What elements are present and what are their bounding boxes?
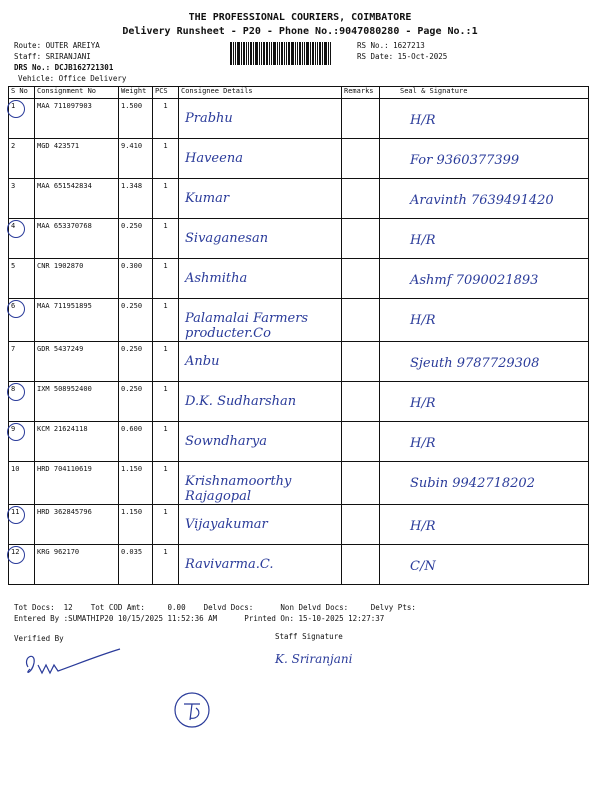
barcode-bar <box>259 42 260 65</box>
cell-consignment-no: GDR 5437249 <box>35 342 119 382</box>
seal-signature: Aravinth 7639491420 <box>410 193 554 208</box>
cell-remarks <box>342 545 380 585</box>
cell-weight: 0.250 <box>119 219 153 259</box>
cell-pcs: 1 <box>153 299 179 342</box>
table-row <box>9 342 589 382</box>
barcode-bar <box>291 42 294 65</box>
barcode-bar <box>328 42 329 65</box>
barcode-bar <box>284 42 285 65</box>
cell-consignee <box>179 545 342 585</box>
vehicle-label: Vehicle: Office Delivery <box>18 74 127 83</box>
cell-consignment-no: CNR 1902870 <box>35 259 119 299</box>
cell-pcs: 1 <box>153 505 179 545</box>
cell-consignee <box>179 462 342 505</box>
consignee-name: Prabhu <box>185 111 233 126</box>
barcode-bar <box>237 42 240 65</box>
col-consignment: Consignment No <box>35 87 119 99</box>
cell-weight: 1.348 <box>119 179 153 219</box>
cell-seal <box>380 179 589 219</box>
cell-seal <box>380 505 589 545</box>
verification-stamp <box>172 690 212 730</box>
cell-seal <box>380 462 589 505</box>
barcode-bar <box>330 42 331 65</box>
cell-consignment-no: MGD 423571 <box>35 139 119 179</box>
seal-signature: H/R <box>410 113 436 128</box>
consignee-name: Krishnamoorthy Rajagopal <box>185 474 292 504</box>
totals-line: Tot Docs: 12 Tot COD Amt: 0.00 Delvd Docs: Non Delvd Docs: Delvy Pts: <box>14 603 416 612</box>
seal-signature: H/R <box>410 436 436 451</box>
cell-seal <box>380 259 589 299</box>
table-row <box>9 505 589 545</box>
rs-date: RS Date: 15-Oct-2025 <box>357 52 448 61</box>
barcode-bar <box>288 42 290 65</box>
table-row <box>9 259 589 299</box>
cell-weight: 1.500 <box>119 99 153 139</box>
cell-remarks <box>342 462 380 505</box>
barcode-bar <box>235 42 236 65</box>
cell-consignment-no: KRG 962170 <box>35 545 119 585</box>
cell-remarks <box>342 99 380 139</box>
rs-number: RS No.: 1627213 <box>357 41 425 50</box>
seal-signature: H/R <box>410 519 436 534</box>
cell-seal <box>380 382 589 422</box>
cell-sno: 12 <box>9 545 35 585</box>
sno-circle-mark <box>7 546 25 564</box>
cell-pcs: 1 <box>153 342 179 382</box>
consignee-name: Ravivarma.C. <box>185 557 274 572</box>
seal-signature: Ashmf 7090021893 <box>410 273 539 288</box>
runsheet-table <box>8 86 589 585</box>
cell-consignee <box>179 342 342 382</box>
table-row <box>9 545 589 585</box>
barcode-bar <box>263 42 265 65</box>
cell-remarks <box>342 259 380 299</box>
barcode-bar <box>304 42 305 65</box>
seal-signature: H/R <box>410 396 436 411</box>
consignee-name: Sivaganesan <box>185 231 269 246</box>
cell-remarks <box>342 299 380 342</box>
col-pcs: PCS <box>153 87 179 99</box>
staff-signature-handwriting: K. Sriranjani <box>275 652 353 666</box>
cell-seal <box>380 299 589 342</box>
table-row <box>9 139 589 179</box>
sno-circle-mark <box>7 506 25 524</box>
barcode-bar <box>312 42 314 65</box>
staff-signature-label: Staff Signature <box>275 632 343 641</box>
barcode-bar <box>271 42 272 65</box>
barcode-bar <box>246 42 247 65</box>
cell-consignee <box>179 505 342 545</box>
sno-circle-mark <box>7 300 25 318</box>
barcode-bar <box>277 42 278 65</box>
col-sno: S No <box>9 87 35 99</box>
table-row <box>9 299 589 342</box>
barcode-bar <box>286 42 287 65</box>
cell-weight: 1.150 <box>119 505 153 545</box>
barcode-bar <box>324 42 327 65</box>
barcode-bar <box>261 42 262 65</box>
barcode-bar <box>243 42 245 65</box>
barcode-bar <box>269 42 270 65</box>
cell-remarks <box>342 505 380 545</box>
drs-number: DRS No.: DCJB162721301 <box>14 63 114 72</box>
barcode-bar <box>273 42 276 65</box>
cell-consignment-no: HRD 362845796 <box>35 505 119 545</box>
cell-seal <box>380 219 589 259</box>
barcode-bar <box>315 42 316 65</box>
barcode-bar <box>250 42 252 65</box>
barcode-bar <box>299 42 301 65</box>
consignee-name: D.K. Sudharshan <box>185 394 297 409</box>
sno-circle-mark <box>7 220 25 238</box>
barcode-bar <box>322 42 323 65</box>
seal-signature: H/R <box>410 233 436 248</box>
barcode-bar <box>317 42 318 65</box>
cell-pcs: 1 <box>153 99 179 139</box>
barcode-bar <box>297 42 298 65</box>
consignee-name: Haveena <box>185 151 243 166</box>
table-row <box>9 179 589 219</box>
cell-sno: 4 <box>9 219 35 259</box>
cell-consignment-no: IXM 508952400 <box>35 382 119 422</box>
cell-consignment-no: MAA 653370768 <box>35 219 119 259</box>
consignee-name: Kumar <box>185 191 230 206</box>
cell-consignee <box>179 382 342 422</box>
cell-seal <box>380 422 589 462</box>
cell-weight: 0.250 <box>119 299 153 342</box>
staff-label: Staff: SRIRANJANI <box>14 52 91 61</box>
runsheet-subtitle: Delivery Runsheet - P20 - Phone No.:9047080280 - Page No.:1 <box>122 26 478 37</box>
consignee-name: Sowndharya <box>185 434 267 449</box>
cell-consignee <box>179 299 342 342</box>
route-label: Route: OUTER AREIYA <box>14 41 100 50</box>
cell-seal <box>380 545 589 585</box>
barcode-bar <box>295 42 296 65</box>
cell-consignee <box>179 139 342 179</box>
barcode-bar <box>241 42 242 65</box>
cell-sno: 5 <box>9 259 35 299</box>
cell-weight: 0.600 <box>119 422 153 462</box>
col-consignee: Consignee Details <box>179 87 342 99</box>
cell-sno: 6 <box>9 299 35 342</box>
barcode-bar <box>306 42 309 65</box>
cell-pcs: 1 <box>153 219 179 259</box>
barcode-bar <box>266 42 268 65</box>
table-row <box>9 99 589 139</box>
cell-remarks <box>342 422 380 462</box>
entered-by-line: Entered By :SUMATHIP20 10/15/2025 11:52:36 AM Printed On: 15-10-2025 12:27:37 <box>14 614 385 623</box>
seal-signature: For 9360377399 <box>410 153 520 168</box>
cell-remarks <box>342 179 380 219</box>
cell-weight: 0.300 <box>119 259 153 299</box>
barcode-bar <box>253 42 254 65</box>
cell-pcs: 1 <box>153 382 179 422</box>
cell-sno: 11 <box>9 505 35 545</box>
consignee-name: Anbu <box>185 354 220 369</box>
cell-weight: 0.250 <box>119 342 153 382</box>
cell-remarks <box>342 139 380 179</box>
barcode-bar <box>233 42 234 65</box>
cell-consignee <box>179 99 342 139</box>
cell-consignee <box>179 219 342 259</box>
cell-consignee <box>179 422 342 462</box>
cell-seal <box>380 342 589 382</box>
cell-pcs: 1 <box>153 259 179 299</box>
cell-pcs: 1 <box>153 545 179 585</box>
verified-by-label: Verified By <box>14 634 64 643</box>
col-seal: Seal & Signature <box>380 87 589 99</box>
barcode-image <box>230 42 352 65</box>
cell-seal <box>380 139 589 179</box>
cell-sno: 1 <box>9 99 35 139</box>
col-remarks: Remarks <box>342 87 380 99</box>
table-row <box>9 422 589 462</box>
barcode-bar <box>310 42 311 65</box>
seal-signature: Subin 9942718202 <box>410 476 535 491</box>
table-row <box>9 219 589 259</box>
cell-consignment-no: MAA 711951895 <box>35 299 119 342</box>
cell-consignment-no: MAA 711097903 <box>35 99 119 139</box>
seal-signature: H/R <box>410 313 436 328</box>
sno-circle-mark <box>7 383 25 401</box>
cell-sno: 3 <box>9 179 35 219</box>
cell-seal <box>380 99 589 139</box>
table-header-row <box>9 87 589 99</box>
cell-weight: 9.410 <box>119 139 153 179</box>
table-row <box>9 382 589 422</box>
consignee-name: Palamalai Farmers producter.Co <box>185 311 309 341</box>
consignee-name: Ashmitha <box>185 271 248 286</box>
cell-remarks <box>342 219 380 259</box>
cell-consignment-no: KCM 21624118 <box>35 422 119 462</box>
cell-pcs: 1 <box>153 179 179 219</box>
seal-signature: C/N <box>410 559 436 574</box>
barcode-bar <box>281 42 283 65</box>
barcode-bar <box>279 42 280 65</box>
sno-circle-mark <box>7 423 25 441</box>
cell-sno: 8 <box>9 382 35 422</box>
cell-sno: 9 <box>9 422 35 462</box>
cell-sno: 10 <box>9 462 35 505</box>
cell-pcs: 1 <box>153 462 179 505</box>
barcode-bar <box>255 42 258 65</box>
barcode-bar <box>319 42 321 65</box>
table-row <box>9 462 589 505</box>
cell-weight: 1.150 <box>119 462 153 505</box>
cell-consignment-no: HRD 704110619 <box>35 462 119 505</box>
cell-weight: 0.250 <box>119 382 153 422</box>
sno-circle-mark <box>7 100 25 118</box>
cell-weight: 0.035 <box>119 545 153 585</box>
barcode-bar <box>230 42 232 65</box>
cell-pcs: 1 <box>153 139 179 179</box>
consignee-name: Vijayakumar <box>185 517 268 532</box>
cell-consignee <box>179 259 342 299</box>
cell-remarks <box>342 382 380 422</box>
cell-sno: 7 <box>9 342 35 382</box>
cell-consignment-no: MAA 651542834 <box>35 179 119 219</box>
company-title: THE PROFESSIONAL COURIERS, COIMBATORE <box>188 12 412 23</box>
barcode-bar <box>248 42 249 65</box>
barcode-bar <box>302 42 303 65</box>
cell-pcs: 1 <box>153 422 179 462</box>
seal-signature: Sjeuth 9787729308 <box>410 356 540 371</box>
cell-sno: 2 <box>9 139 35 179</box>
col-weight: Weight <box>119 87 153 99</box>
cell-remarks <box>342 342 380 382</box>
cell-consignee <box>179 179 342 219</box>
verifier-signature <box>20 645 130 685</box>
